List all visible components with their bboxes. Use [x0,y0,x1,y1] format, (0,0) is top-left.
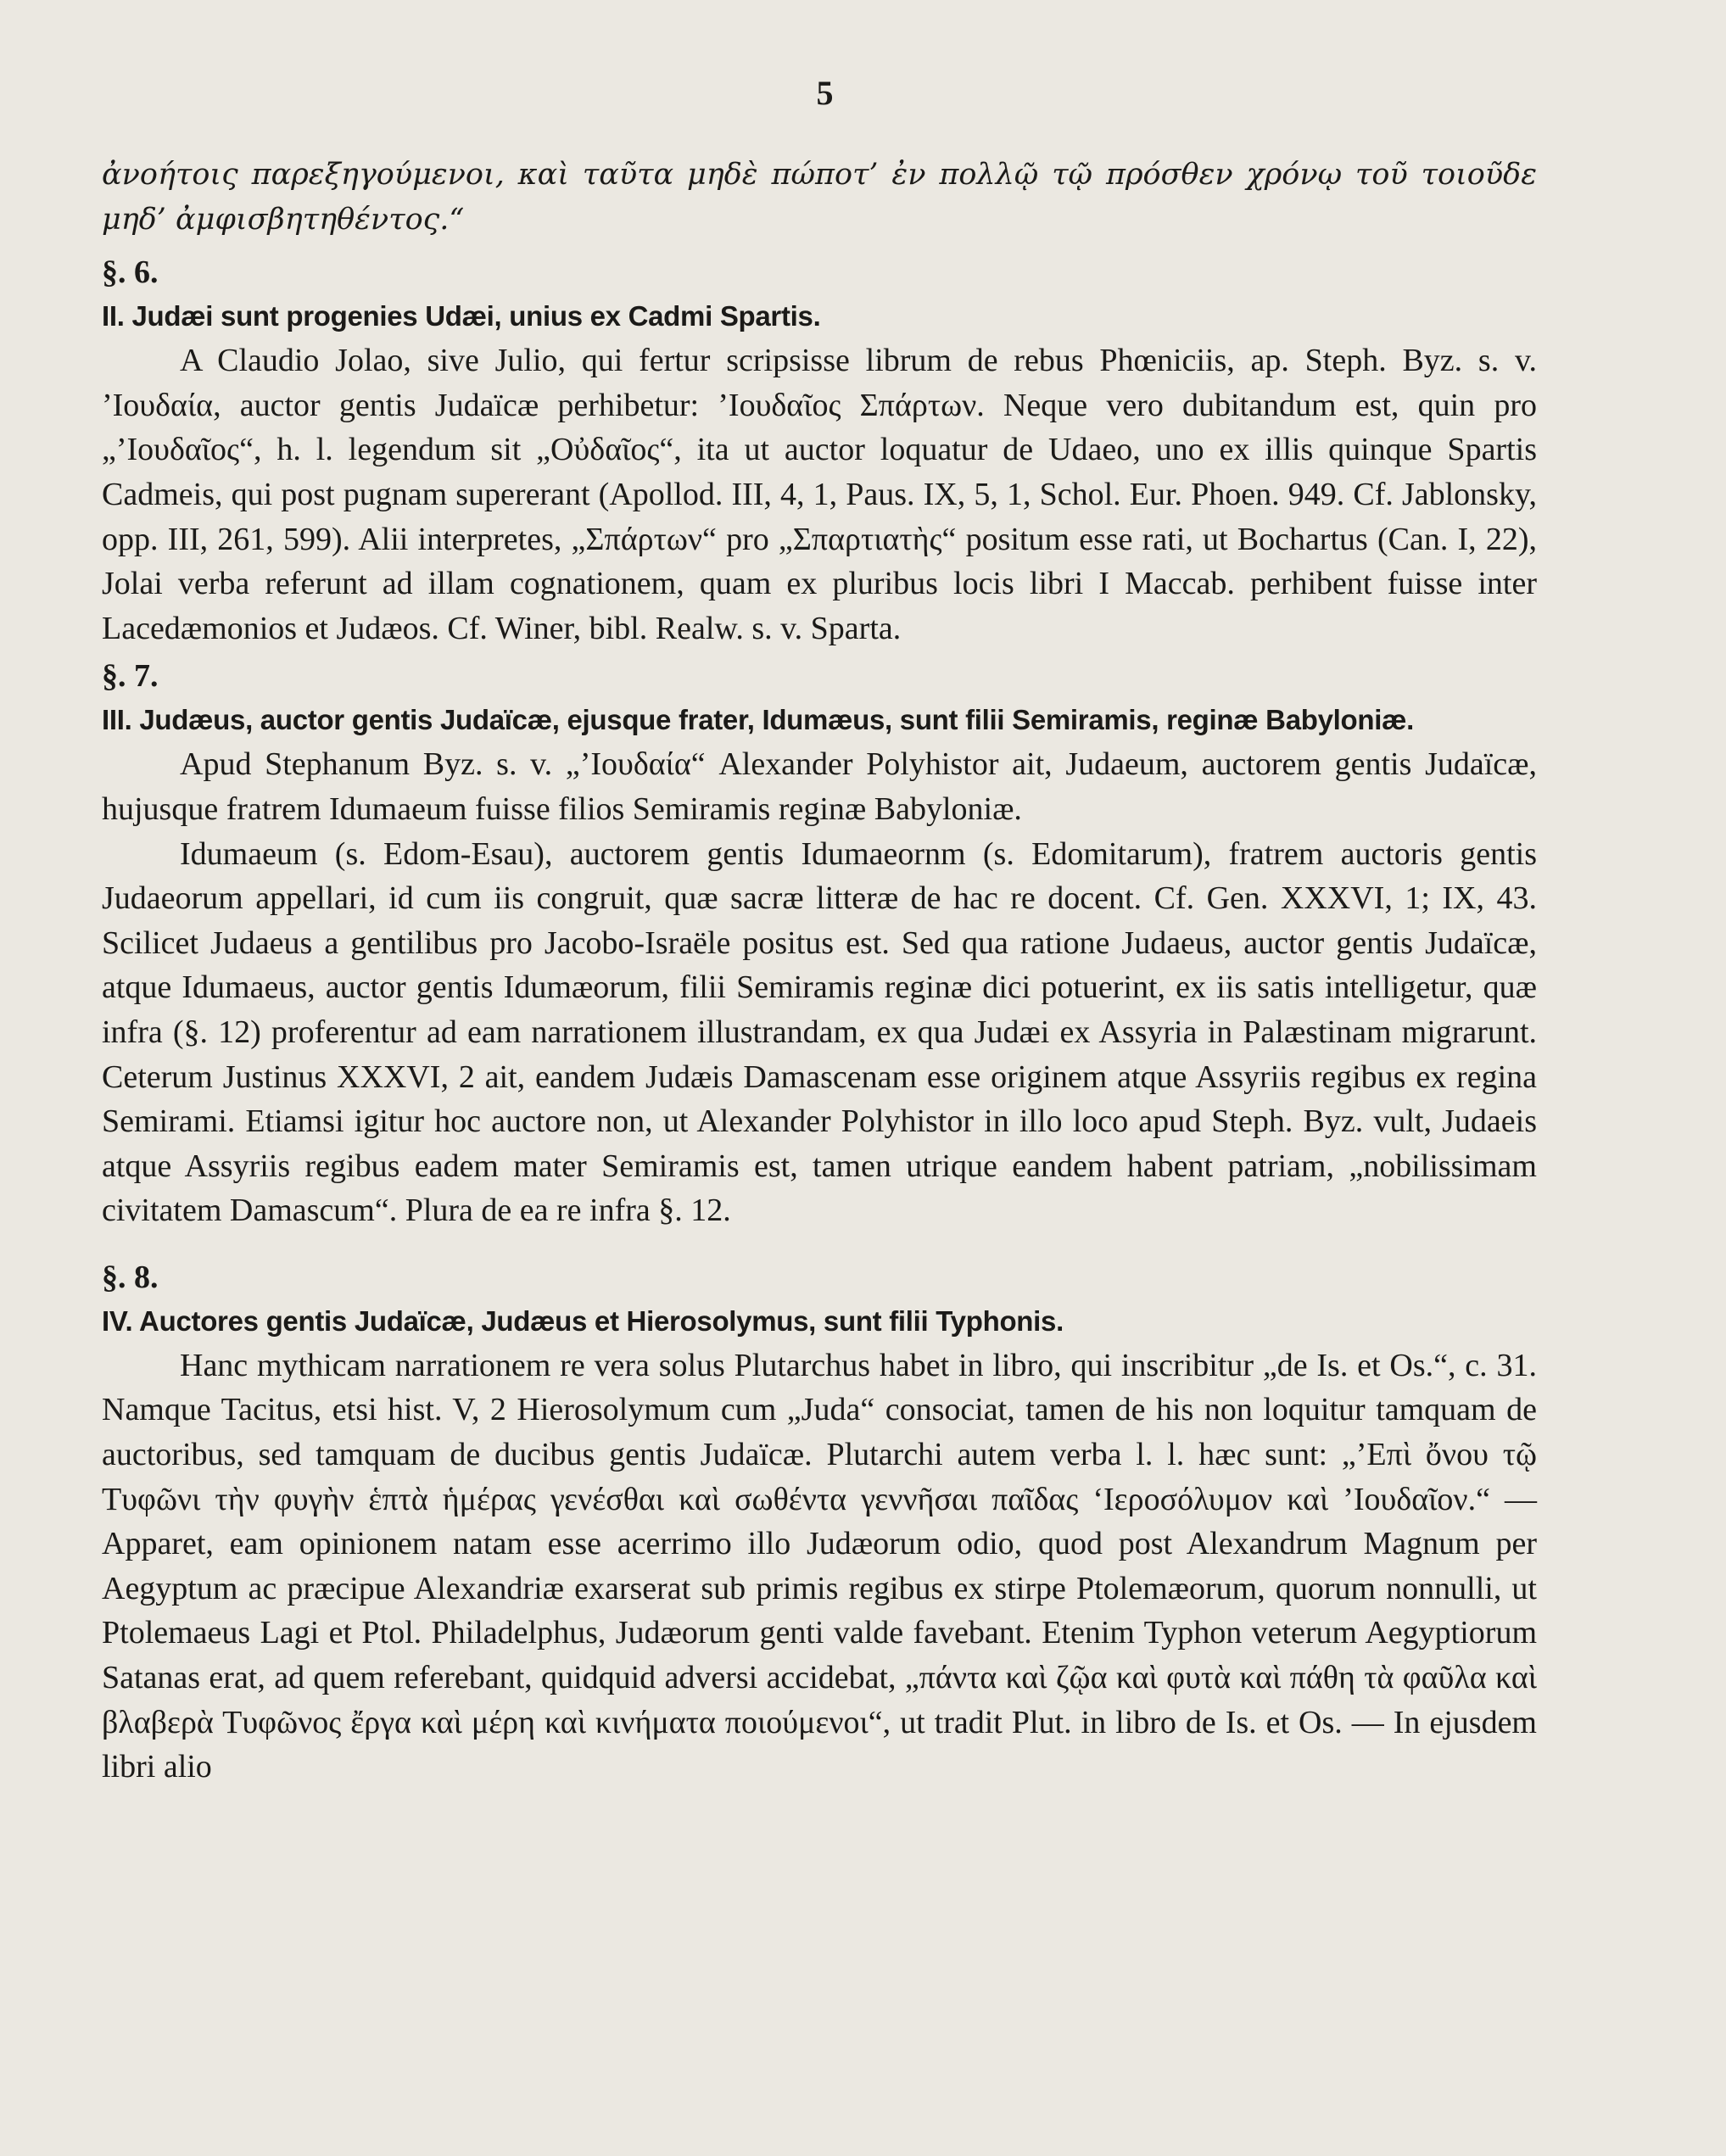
section-mark-8: §. 8. [102,1259,159,1295]
section-mark-7: §. 7. [102,658,159,695]
section-6-paragraph: A Claudio Jolao, sive Julio, qui fertur scripsisse librum de rebus Phœniciis, ap. Steph. Byz. s. v. ’Ιουδαία, auctor gentis Judaïcæ perhibetur: ’Ιουδαῖος Σπάρτων. Neque vero dubitandum est, quin pro „’Ιουδαῖος“, h. l. legendum sit „Οὐδαῖος“, ita ut auctor loquatur de Udaeo, uno ex illis quinque Spartis Cadmeis, qui post pugnam supererant (Apollod. III, 4, 1, Paus. IX, 5, 1, Schol. Eur. Phoen. 949. Cf. Jablonsky, opp. III, 261, 599). Alii interpretes, „Σπάρτων“ pro „Σπαρτιατὴς“ positum esse rati, ut Bochartus (Can. I, 22), Jolai verba referunt ad illam cognationem, quam ex pluribus locis libri I Maccab. perhibent fuisse inter Lacedæmonios et Judæos. Cf. Winer, bibl. Realw. s. v. Sparta. [102,343,1537,646]
spacer [102,1233,1537,1255]
text-column [102,153,1537,1790]
page-number: 5 [816,74,834,112]
section-mark-6: §. 6. [102,254,159,291]
spacer [102,242,1537,250]
section-title-7: III. Judæus, auctor gentis Judaïcæ, ejusque frater, Idumæus, sunt filii Semiramis, reginæ Babyloniæ. [102,704,1415,736]
section-title-6: II. Judæi sunt progenies Udæi, unius ex Cadmi Spartis. [102,300,821,332]
greek-quote-tail: ἀνοήτοις παρεξηγούμενοι, καὶ ταῦτα μηδὲ πώποτ’ ἐν πολλῷ τῷ πρόσθεν χρόνῳ τοῦ τοιοῦδε μηδ’ ἀμφισβητηθέντος.“ [102,158,1537,237]
section-title-8: IV. Auctores gentis Judaïcæ, Judæus et Hierosolymus, sunt filii Typhonis. [102,1304,1064,1337]
section-7-paragraph-2: Idumaeum (s. Edom-Esau), auctorem gentis Idumaeornm (s. Edomitarum), fratrem auctoris gentis Judaeorum appellari, id cum iis congruit, quæ sacræ litteræ de hac re docent. Cf. Gen. XXXVI, 1; IX, 43. Scilicet Judaeus a gentilibus pro Jacobo-Israële positus est. Sed qua ratione Judaeus, auctor gentis Judaïcæ, atque Idumaeus, auctor gentis Idumæorum, filii Semiramis reginæ dici potuerint, ex iis satis intelligetur, quæ infra (§. 12) proferentur ad eam narrationem illustrandam, ex qua Judæi ex Assyria in Palæstinam migrarunt. Ceterum Justinus XXXVI, 2 ait, eandem Judæis Damascenam esse originem atque Assyriis regibus ex regina Semirami. Etiamsi igitur hoc auctore non, ut Alexander Polyhistor in illo loco apud Steph. Byz. vult, Judaeis atque Assyriis regibus eadem mater Semiramis est, tamen utrique eandem habent patriam, „nobilissimam civitatem Damascum“. Plura de ea re infra §. 12. [102,835,1537,1229]
section-7-paragraph-1: Apud Stephanum Byz. s. v. „’Ιουδαία“ Alexander Polyhistor ait, Judaeum, auctorem gentis Judaïcæ, hujusque fratrem Idumaeum fuisse filios Semiramis reginæ Babyloniæ. [102,746,1537,827]
section-8-paragraph: Hanc mythicam narrationem re vera solus Plutarchus habet in libro, qui inscribitur „de Is. et Os.“, c. 31. Namque Tacitus, etsi hist. V, 2 Hierosolymum cum „Juda“ consociat, tamen de his non loquitur tamquam de auctoribus, sed tamquam de ducibus gentis Judaïcæ. Plutarchi autem verba l. l. hæc sunt: „’Επὶ ὄνου τῷ Τυφῶνι τὴν φυγὴν ἑπτὰ ἡμέρας γενέσθαι καὶ σωθέντα γεννῆσαι παῖδας ‘Ιεροσόλυμον καὶ ’Ιουδαῖον.“ — Apparet, eam opinionem natam esse acerrimo illo Judæorum odio, quod post Alexandrum Magnum per Aegyptum ac præcipue Alexandriæ exarserat sub primis regibus ex stirpe Ptolemæorum, quorum nonnulli, ut Ptolemaeus Lagi et Ptol. Philadelphus, Judæorum genti valde favebant. Etenim Typhon veterum Aegyptiorum Satanas erat, ad quem referebant, quidquid adversi accidebat, „πάντα καὶ ζῷα καὶ φυτὰ καὶ πάθη τὰ φαῦλα καὶ βλαβερὰ Τυφῶνος ἔργα καὶ μέρη καὶ κινήματα ποιούμενοι“, ut tradit Plut. in libro de Is. et Os. — In ejusdem libri alio [102,1347,1537,1785]
